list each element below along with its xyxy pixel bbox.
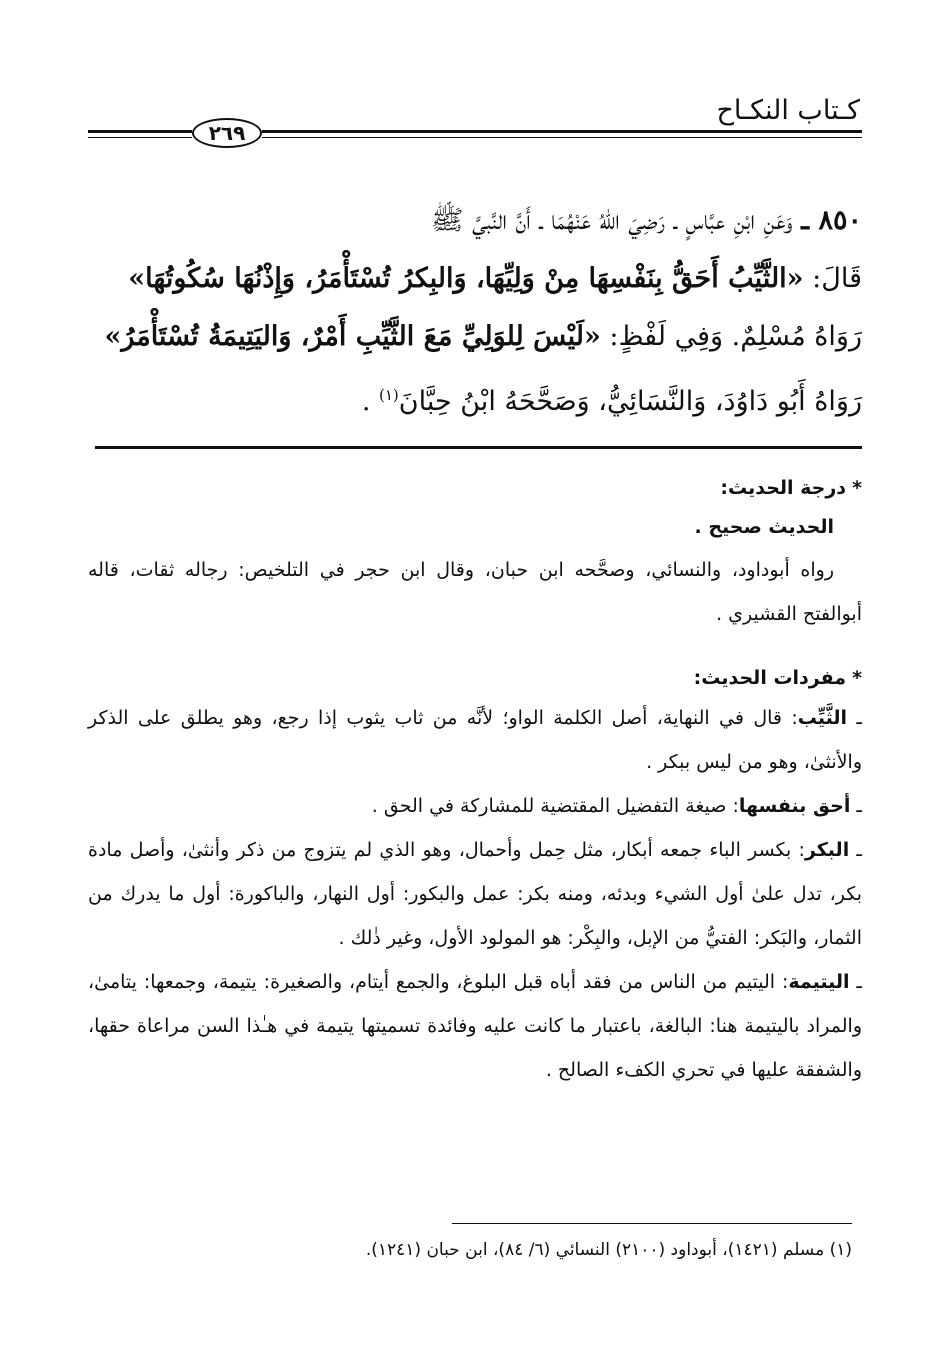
section-divider [95,446,862,449]
footnote-marker: (١) [379,386,399,404]
footnote: (١) مسلم (١٤٢١)، أبوداود (٢١٠٠) النسائي (٦/ ٨٤)، ابن حبان (١٢٤١). [365,1240,852,1260]
hadith-line-2 [88,250,862,308]
footnote-rule [452,1223,852,1224]
degree-heading-text: درجة الحديث: [720,477,847,499]
degree-paragraph [88,548,862,636]
vocab-definition: : اليتيم من الناس من فقد أباه قبل البلوغ، والجمع أيتام، والصغيرة: يتيمة، وجمعها: يتامىٰ، والمراد باليتيمة هنا: البالغة، باعتبار ما كانت عليه وفائدة تسميتها يتيمة في هـٰذا السن مراعاة حقها، والشفقة عليها في تحري الكفء الصالح . [88,971,862,1081]
entry-dash: ـ [849,971,862,993]
hadith-line-3-text: رَوَاهُ مُسْلِمٌ. وَفِي لَفْظٍ: [600,321,862,352]
vocab-term: اليتيمة [788,971,850,993]
vocab-definition: : قال في النهاية، أصل الكلمة الواو؛ لأنَّه من ثاب يثوب إذا رجع، وهو يطلق على الذكر والأنثىٰ، وهو من ليس ببكر . [88,707,862,773]
header-rule [262,130,862,138]
hadith-quote-2: «لَيْسَ لِلوَلِيِّ مَعَ الثَّيِّبِ أَمْرٌ، وَاليَتِيمَةُ تُسْتَأْمَرُ» [104,321,601,352]
degree-verdict: الحديث صحيح . [694,516,834,538]
vocab-entry [88,828,862,960]
running-title: كـتاب النكـاح [716,95,860,126]
vocab-entry [88,784,862,828]
entry-dash: ـ [847,707,862,729]
vocab-entry [88,696,862,784]
vocab-section [88,660,862,1092]
vocab-heading-text: مفردات الحديث: [693,667,847,689]
hadith-line-4-text: رَوَاهُ أَبُو دَاوُدَ، وَالنَّسَائِيُّ، وَصَحَّحَهُ ابْنُ حِبَّانَ [398,386,862,417]
vocab-heading [88,660,862,696]
page-number: ٢٦٩ [192,118,262,148]
star-marker: * [852,477,862,499]
hadith-line-1 [88,192,862,250]
hadith-quote-1: «الثَّيِّبُ أَحَقُّ بِنَفْسِهَا مِنْ وَلِيِّهَا، وَالبِكرُ تُسْتَأْمَرُ، وَإِذْنُهَا سُكُوتُهَا» [128,263,804,294]
header-rule-left [88,130,192,138]
hadith-text [88,192,862,431]
degree-section [88,470,862,636]
hadith-number: ٨٥٠ ـ [801,205,862,236]
hadith-line-4 [88,366,862,431]
vocab-term: الثَّيِّب [797,707,848,729]
hadith-line-4-end: . [361,386,379,417]
vocab-term: البكر [804,839,850,861]
vocab-entry [88,960,862,1092]
entry-dash: ـ [850,795,862,817]
hadith-line-3 [88,308,862,366]
hadith-line-1-text: وَعَنِ ابْنِ عبَّاسٍ ـ رَضِيَ اللهُ عَنْهُمَا ـ أَنَّ النَّبيَّ ﷺ [430,205,793,236]
entry-dash: ـ [849,839,863,861]
hadith-line-2-text: قَالَ: [803,263,862,294]
degree-heading [88,470,862,506]
vocab-definition: : بكسر الباء جمعه أبكار، مثل حِمل وأحمال، وهو الذي لم يتزوج من ذكر وأنثىٰ، وأصل مادة بكر، تدل علىٰ أول الشيء وبدئه، ومنه بكر: عمل والبكور: أول النهار، والباكورة: أول ما يدرك من الثمار، والبَكر: الفتيُّ من الإبل، والبِكْر: هو المولود الأول، وغير ذٰلك . [88,839,862,949]
vocab-term: أحق بنفسها [738,795,851,817]
degree-paragraph-text: رواه أبوداود، والنسائي، وصحَّحه ابن حبان، وقال ابن حجر في التلخيص: رجاله ثقات، قاله أبوالفتح القشيري . [88,559,862,625]
star-marker: * [852,667,862,689]
vocab-definition: : صيغة التفضيل المقتضية للمشاركة في الحق . [371,795,739,817]
